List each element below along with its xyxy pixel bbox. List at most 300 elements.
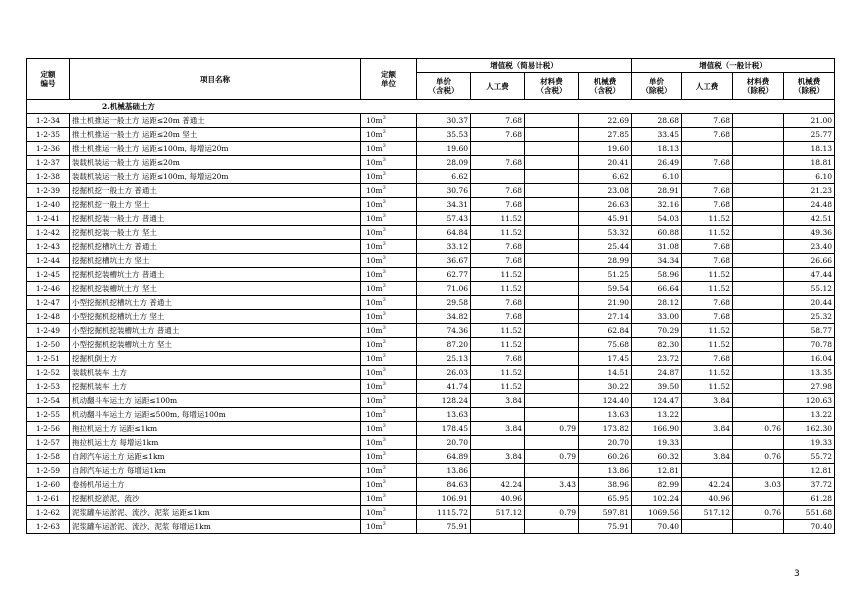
- cell-material-general: [733, 352, 784, 366]
- header-general-col-3: 机械费 （除税）: [784, 73, 835, 100]
- cell-machine-simple: 22.69: [579, 114, 632, 128]
- cell-code: 1-2-56: [27, 422, 70, 436]
- quota-table: [26, 58, 835, 534]
- cell-price-general: 19.33: [632, 436, 682, 450]
- cell-name: 挖掘机挖装槽坑土方 普通土: [70, 268, 361, 282]
- cell-price-general: 28.68: [632, 114, 682, 128]
- cell-code: 1-2-57: [27, 436, 70, 450]
- cell-machine-simple: 13.86: [579, 464, 632, 478]
- table-row: [27, 310, 835, 324]
- cell-labor-general: 11.52: [682, 212, 733, 226]
- cell-material-general: [733, 324, 784, 338]
- header-code: [27, 59, 70, 100]
- table-row: [27, 352, 835, 366]
- cell-price-general: 33.00: [632, 310, 682, 324]
- cell-machine-simple: 19.60: [579, 142, 632, 156]
- unit-superscript: 3: [382, 115, 386, 121]
- cell-code: 1-2-50: [27, 338, 70, 352]
- unit-superscript: 3: [382, 171, 386, 177]
- cell-unit: $10m^3$: [361, 156, 417, 170]
- cell-price-simple: 35.53: [417, 128, 471, 142]
- cell-price-simple: 26.03: [417, 366, 471, 380]
- cell-material-simple: [525, 408, 579, 422]
- cell-labor-simple: 11.52: [471, 366, 525, 380]
- cell-machine-simple: 65.95: [579, 492, 632, 506]
- cell-material-general: [733, 282, 784, 296]
- cell-price-general: 28.12: [632, 296, 682, 310]
- section-title: 2.机械基础土方: [27, 100, 835, 114]
- cell-labor-simple: 517.12: [471, 506, 525, 520]
- cell-material-simple: [525, 394, 579, 408]
- cell-machine-simple: 20.41: [579, 156, 632, 170]
- cell-material-simple: [525, 254, 579, 268]
- cell-labor-general: 11.52: [682, 324, 733, 338]
- cell-machine-general: 120.63: [784, 394, 835, 408]
- cell-machine-simple: 60.26: [579, 450, 632, 464]
- cell-unit: $10m^3$: [361, 338, 417, 352]
- cell-name: 装载机装运一般土方 运距≤100m, 每增运20m: [70, 170, 361, 184]
- cell-machine-general: 24.48: [784, 198, 835, 212]
- cell-labor-general: 11.52: [682, 226, 733, 240]
- cell-material-general: [733, 464, 784, 478]
- cell-price-general: 82.30: [632, 338, 682, 352]
- unit-superscript: 3: [382, 213, 386, 219]
- cell-machine-simple: 45.91: [579, 212, 632, 226]
- unit-superscript: 3: [382, 297, 386, 303]
- cell-machine-simple: 75.68: [579, 338, 632, 352]
- cell-price-simple: 62.77: [417, 268, 471, 282]
- cell-machine-general: 26.66: [784, 254, 835, 268]
- cell-code: 1-2-40: [27, 198, 70, 212]
- page-number: 3: [794, 569, 800, 579]
- cell-price-general: 18.13: [632, 142, 682, 156]
- cell-unit: $10m^3$: [361, 212, 417, 226]
- cell-price-general: 70.29: [632, 324, 682, 338]
- unit-superscript: 3: [382, 227, 386, 233]
- cell-labor-general: [682, 464, 733, 478]
- cell-material-simple: [525, 156, 579, 170]
- cell-unit: $10m^3$: [361, 170, 417, 184]
- cell-labor-general: 11.52: [682, 268, 733, 282]
- cell-price-simple: 33.12: [417, 240, 471, 254]
- cell-name: 挖掘机挖装槽坑土方 坚土: [70, 282, 361, 296]
- cell-material-general: [733, 394, 784, 408]
- cell-material-general: [733, 212, 784, 226]
- cell-material-simple: [525, 436, 579, 450]
- table-row: [27, 184, 835, 198]
- cell-labor-simple: [471, 464, 525, 478]
- cell-machine-general: 13.35: [784, 366, 835, 380]
- cell-material-general: [733, 268, 784, 282]
- cell-price-simple: 19.60: [417, 142, 471, 156]
- unit-superscript: 3: [382, 465, 386, 471]
- unit-superscript: 3: [382, 311, 386, 317]
- unit-superscript: 3: [382, 367, 386, 373]
- cell-price-simple: 57.43: [417, 212, 471, 226]
- table-row: [27, 380, 835, 394]
- header-group-general: 增值税（一般计税）: [632, 59, 835, 73]
- cell-machine-general: 27.98: [784, 380, 835, 394]
- section-row: [27, 100, 835, 114]
- cell-machine-general: 61.28: [784, 492, 835, 506]
- cell-material-simple: [525, 114, 579, 128]
- cell-material-general: [733, 338, 784, 352]
- cell-unit: $10m^3$: [361, 450, 417, 464]
- cell-machine-simple: 59.54: [579, 282, 632, 296]
- unit-superscript: 3: [382, 437, 386, 443]
- cell-machine-simple: 597.81: [579, 506, 632, 520]
- cell-labor-simple: 11.52: [471, 268, 525, 282]
- cell-machine-simple: 51.25: [579, 268, 632, 282]
- cell-machine-general: 12.81: [784, 464, 835, 478]
- table-body: [27, 100, 835, 534]
- table-row: [27, 282, 835, 296]
- cell-material-simple: [525, 464, 579, 478]
- table-row: [27, 436, 835, 450]
- cell-price-simple: 20.70: [417, 436, 471, 450]
- header-unit-label: 定额 单位: [381, 70, 396, 88]
- unit-superscript: 3: [382, 409, 386, 415]
- unit-superscript: 3: [382, 255, 386, 261]
- cell-code: 1-2-59: [27, 464, 70, 478]
- cell-machine-simple: 27.14: [579, 310, 632, 324]
- cell-price-general: 32.16: [632, 198, 682, 212]
- cell-unit: $10m^3$: [361, 366, 417, 380]
- cell-price-general: 58.96: [632, 268, 682, 282]
- cell-name: 拖拉机运土方 每增运1km: [70, 436, 361, 450]
- table-row: [27, 366, 835, 380]
- unit-superscript: 3: [382, 283, 386, 289]
- cell-machine-simple: 30.22: [579, 380, 632, 394]
- cell-machine-general: 58.77: [784, 324, 835, 338]
- cell-price-simple: 87.20: [417, 338, 471, 352]
- header-general-col-2: 材料费 （除税）: [733, 73, 784, 100]
- cell-labor-general: 11.52: [682, 366, 733, 380]
- table-row: [27, 464, 835, 478]
- header-simple-col-3: 机械费 （含税）: [579, 73, 632, 100]
- cell-machine-simple: 28.99: [579, 254, 632, 268]
- cell-name: 小型挖掘机挖槽坑土方 坚土: [70, 310, 361, 324]
- cell-material-general: 3.03: [733, 478, 784, 492]
- cell-material-simple: [525, 142, 579, 156]
- cell-name: 挖掘机挖装一般土方 普通土: [70, 212, 361, 226]
- cell-labor-simple: 7.68: [471, 254, 525, 268]
- cell-material-general: [733, 128, 784, 142]
- cell-machine-general: 16.04: [784, 352, 835, 366]
- table-header: [27, 59, 835, 100]
- cell-material-simple: [525, 268, 579, 282]
- header-simple-col-2: 材料费 （含税）: [525, 73, 579, 100]
- cell-machine-simple: 13.63: [579, 408, 632, 422]
- cell-material-general: 0.76: [733, 506, 784, 520]
- unit-superscript: 3: [382, 129, 386, 135]
- cell-unit: $10m^3$: [361, 324, 417, 338]
- cell-unit: $10m^3$: [361, 254, 417, 268]
- cell-labor-simple: 11.52: [471, 380, 525, 394]
- cell-material-simple: [525, 366, 579, 380]
- cell-labor-general: 7.68: [682, 254, 733, 268]
- header-group-simple: 增值税（简易计税）: [417, 59, 632, 73]
- cell-labor-simple: 7.68: [471, 128, 525, 142]
- cell-labor-simple: 7.68: [471, 352, 525, 366]
- cell-price-simple: 41.74: [417, 380, 471, 394]
- cell-labor-simple: 7.68: [471, 310, 525, 324]
- cell-machine-general: 20.44: [784, 296, 835, 310]
- cell-machine-simple: 14.51: [579, 366, 632, 380]
- cell-price-general: 1069.56: [632, 506, 682, 520]
- cell-price-simple: 64.84: [417, 226, 471, 240]
- cell-code: 1-2-60: [27, 478, 70, 492]
- unit-superscript: 3: [382, 269, 386, 275]
- cell-price-simple: 13.86: [417, 464, 471, 478]
- cell-price-general: 82.99: [632, 478, 682, 492]
- cell-labor-simple: 7.68: [471, 156, 525, 170]
- cell-labor-simple: [471, 170, 525, 184]
- cell-material-simple: [525, 240, 579, 254]
- table-row: [27, 142, 835, 156]
- cell-unit: $10m^3$: [361, 520, 417, 534]
- cell-price-general: 166.90: [632, 422, 682, 436]
- cell-price-simple: 34.82: [417, 310, 471, 324]
- cell-material-simple: [525, 226, 579, 240]
- cell-labor-general: [682, 436, 733, 450]
- cell-code: 1-2-38: [27, 170, 70, 184]
- cell-name: 小型挖掘机挖槽坑土方 普通土: [70, 296, 361, 310]
- cell-labor-general: 7.68: [682, 156, 733, 170]
- cell-machine-simple: 6.62: [579, 170, 632, 184]
- cell-labor-simple: 11.52: [471, 226, 525, 240]
- cell-unit: $10m^3$: [361, 436, 417, 450]
- cell-unit: $10m^3$: [361, 464, 417, 478]
- header-simple-col-1: 人工费: [471, 73, 525, 100]
- cell-machine-general: 13.22: [784, 408, 835, 422]
- cell-labor-general: 7.68: [682, 352, 733, 366]
- unit-superscript: 3: [382, 339, 386, 345]
- cell-name: 小型挖掘机挖装槽坑土方 普通土: [70, 324, 361, 338]
- cell-price-simple: 64.89: [417, 450, 471, 464]
- cell-material-general: [733, 492, 784, 506]
- cell-unit: $10m^3$: [361, 128, 417, 142]
- cell-material-general: 0.76: [733, 450, 784, 464]
- header-general-col-1: 人工费: [682, 73, 733, 100]
- cell-machine-simple: 53.32: [579, 226, 632, 240]
- cell-unit: $10m^3$: [361, 478, 417, 492]
- table-row: [27, 254, 835, 268]
- cell-machine-general: 18.13: [784, 142, 835, 156]
- cell-unit: $10m^3$: [361, 198, 417, 212]
- cell-material-general: [733, 198, 784, 212]
- cell-material-simple: [525, 184, 579, 198]
- cell-name: 挖掘机装车 土方: [70, 380, 361, 394]
- cell-machine-general: 551.68: [784, 506, 835, 520]
- cell-unit: $10m^3$: [361, 268, 417, 282]
- cell-machine-general: 19.33: [784, 436, 835, 450]
- cell-labor-simple: 42.24: [471, 478, 525, 492]
- cell-code: 1-2-58: [27, 450, 70, 464]
- cell-machine-simple: 17.45: [579, 352, 632, 366]
- cell-machine-general: 55.12: [784, 282, 835, 296]
- cell-price-simple: 25.13: [417, 352, 471, 366]
- header-name: 项目名称: [70, 59, 361, 100]
- cell-name: 推土机推运一般土方 运距≤20m 普通土: [70, 114, 361, 128]
- unit-superscript: 3: [382, 157, 386, 163]
- cell-material-general: [733, 310, 784, 324]
- cell-name: 推土机推运一般土方 运距≤20m 坚土: [70, 128, 361, 142]
- cell-price-simple: 178.45: [417, 422, 471, 436]
- cell-machine-general: 25.32: [784, 310, 835, 324]
- cell-price-general: 24.87: [632, 366, 682, 380]
- table-row: [27, 268, 835, 282]
- cell-labor-general: 40.96: [682, 492, 733, 506]
- table-row: [27, 408, 835, 422]
- cell-price-general: 60.32: [632, 450, 682, 464]
- cell-labor-simple: [471, 436, 525, 450]
- cell-labor-general: 11.52: [682, 338, 733, 352]
- cell-machine-general: 70.78: [784, 338, 835, 352]
- table-row: [27, 338, 835, 352]
- cell-material-simple: [525, 380, 579, 394]
- cell-price-simple: 30.76: [417, 184, 471, 198]
- cell-machine-general: 37.72: [784, 478, 835, 492]
- cell-price-general: 33.45: [632, 128, 682, 142]
- cell-code: 1-2-51: [27, 352, 70, 366]
- unit-superscript: 3: [382, 507, 386, 513]
- cell-machine-general: 21.00: [784, 114, 835, 128]
- cell-price-general: 66.64: [632, 282, 682, 296]
- cell-machine-general: 6.10: [784, 170, 835, 184]
- cell-machine-simple: 27.85: [579, 128, 632, 142]
- cell-labor-general: 11.52: [682, 282, 733, 296]
- cell-code: 1-2-62: [27, 506, 70, 520]
- cell-labor-simple: 3.84: [471, 450, 525, 464]
- unit-superscript: 3: [382, 185, 386, 191]
- cell-unit: $10m^3$: [361, 352, 417, 366]
- cell-price-general: 6.10: [632, 170, 682, 184]
- cell-name: 自卸汽车运土方 每增运1km: [70, 464, 361, 478]
- cell-price-general: 54.03: [632, 212, 682, 226]
- cell-code: 1-2-45: [27, 268, 70, 282]
- cell-name: 挖掘机挖一般土方 普通土: [70, 184, 361, 198]
- cell-material-general: [733, 296, 784, 310]
- cell-labor-general: [682, 142, 733, 156]
- cell-price-general: 124.47: [632, 394, 682, 408]
- cell-price-general: 28.91: [632, 184, 682, 198]
- cell-code: 1-2-37: [27, 156, 70, 170]
- cell-labor-simple: 7.68: [471, 296, 525, 310]
- cell-unit: $10m^3$: [361, 184, 417, 198]
- cell-price-general: 60.88: [632, 226, 682, 240]
- cell-material-simple: [525, 520, 579, 534]
- cell-name: 推土机推运一般土方 运距≤100m, 每增运20m: [70, 142, 361, 156]
- cell-machine-general: 42.51: [784, 212, 835, 226]
- cell-price-general: 34.34: [632, 254, 682, 268]
- cell-labor-general: [682, 408, 733, 422]
- cell-labor-simple: 3.84: [471, 422, 525, 436]
- unit-superscript: 3: [382, 353, 386, 359]
- cell-material-general: [733, 240, 784, 254]
- cell-unit: $10m^3$: [361, 492, 417, 506]
- cell-material-simple: [525, 324, 579, 338]
- cell-labor-simple: 7.68: [471, 240, 525, 254]
- cell-material-general: [733, 254, 784, 268]
- cell-material-general: [733, 436, 784, 450]
- cell-labor-general: 3.84: [682, 450, 733, 464]
- cell-name: 拖拉机运土方 运距≤1km: [70, 422, 361, 436]
- cell-price-simple: 106.91: [417, 492, 471, 506]
- cell-name: 机动翻斗车运土方 运距≤500m, 每增运100m: [70, 408, 361, 422]
- table-row: [27, 422, 835, 436]
- cell-labor-simple: 3.84: [471, 394, 525, 408]
- unit-superscript: 3: [382, 241, 386, 247]
- cell-code: 1-2-55: [27, 408, 70, 422]
- unit-superscript: 3: [382, 423, 386, 429]
- cell-unit: $10m^3$: [361, 380, 417, 394]
- cell-material-simple: [525, 128, 579, 142]
- unit-superscript: 3: [382, 521, 386, 527]
- header-code-label: 定额 编号: [40, 70, 56, 88]
- cell-material-simple: [525, 310, 579, 324]
- header-general-col-0: 单价 （除税）: [632, 73, 682, 100]
- cell-material-simple: 0.79: [525, 422, 579, 436]
- cell-price-simple: 75.91: [417, 520, 471, 534]
- cell-material-simple: [525, 338, 579, 352]
- table-row: [27, 506, 835, 520]
- cell-price-simple: 36.67: [417, 254, 471, 268]
- cell-material-simple: [525, 212, 579, 226]
- unit-superscript: 3: [382, 381, 386, 387]
- cell-price-general: 70.40: [632, 520, 682, 534]
- cell-price-general: 23.72: [632, 352, 682, 366]
- cell-unit: $10m^3$: [361, 142, 417, 156]
- cell-material-simple: [525, 282, 579, 296]
- cell-price-general: 31.08: [632, 240, 682, 254]
- cell-code: 1-2-39: [27, 184, 70, 198]
- table-row: [27, 198, 835, 212]
- cell-labor-general: 517.12: [682, 506, 733, 520]
- table-row: [27, 212, 835, 226]
- cell-labor-general: 7.68: [682, 128, 733, 142]
- cell-material-general: 0.76: [733, 422, 784, 436]
- cell-labor-simple: 11.52: [471, 338, 525, 352]
- cell-labor-simple: 7.68: [471, 198, 525, 212]
- header-simple-col-0: 单价 （含税）: [417, 73, 471, 100]
- cell-unit: $10m^3$: [361, 226, 417, 240]
- cell-price-general: 13.22: [632, 408, 682, 422]
- table-row: [27, 394, 835, 408]
- cell-unit: $10m^3$: [361, 310, 417, 324]
- cell-price-simple: 1115.72: [417, 506, 471, 520]
- cell-name: 挖掘机挖槽坑土方 普通土: [70, 240, 361, 254]
- cell-machine-simple: 23.08: [579, 184, 632, 198]
- cell-price-simple: 34.31: [417, 198, 471, 212]
- cell-material-general: [733, 408, 784, 422]
- cell-code: 1-2-36: [27, 142, 70, 156]
- cell-name: 挖掘机挖槽坑土方 坚土: [70, 254, 361, 268]
- cell-unit: $10m^3$: [361, 296, 417, 310]
- cell-labor-general: 11.52: [682, 380, 733, 394]
- table-row: [27, 492, 835, 506]
- cell-name: 机动翻斗车运土方 运距≤100m: [70, 394, 361, 408]
- cell-code: 1-2-49: [27, 324, 70, 338]
- cell-labor-general: 7.68: [682, 198, 733, 212]
- cell-machine-simple: 26.63: [579, 198, 632, 212]
- cell-labor-general: [682, 170, 733, 184]
- cell-price-simple: 30.37: [417, 114, 471, 128]
- table-row: [27, 520, 835, 534]
- cell-labor-simple: [471, 142, 525, 156]
- table-row: [27, 226, 835, 240]
- cell-name: 装载机装运一般土方 运距≤20m: [70, 156, 361, 170]
